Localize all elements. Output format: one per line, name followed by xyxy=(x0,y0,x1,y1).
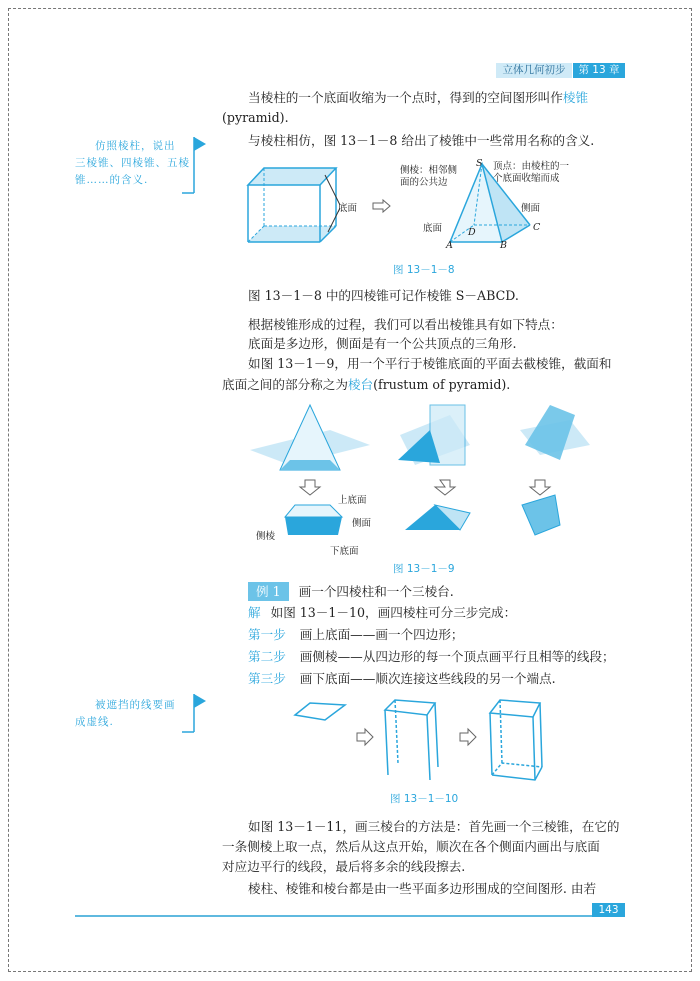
figure-caption: 图 13－1－8 xyxy=(393,264,455,276)
label-bottom-base: 下底面 xyxy=(330,546,359,557)
chapter-label: 第 13 章 xyxy=(573,63,625,78)
paragraph-7: 如图 13－1－11，画三棱台的方法是：首先画一个三棱锥，在它的 xyxy=(248,819,620,834)
step-3 xyxy=(248,669,556,688)
t: 如图 13－1－10，画四棱柱可分三步完成： xyxy=(270,605,517,620)
step-tag: 第二步 xyxy=(248,649,286,664)
label-base-2: 底面 xyxy=(423,223,443,234)
example-tag: 例 1 xyxy=(248,582,289,601)
step-tag: 第一步 xyxy=(248,627,286,642)
figure-caption: 图 13－1－10 xyxy=(390,793,459,805)
footer-divider xyxy=(75,915,625,917)
note-line: 被遮挡的线要画 xyxy=(95,699,176,711)
step-2 xyxy=(248,647,615,666)
t: 侧棱：相邻侧 xyxy=(400,165,458,176)
t: (frustum of pyramid). xyxy=(373,377,511,392)
frustum-figure xyxy=(250,405,630,555)
vertex-C: C xyxy=(533,222,541,233)
arrow-right-icon xyxy=(372,199,392,213)
paragraph-6: 如图 13－1－9，用一个平行于棱锥底面的平面去截棱锥，截面和 xyxy=(248,356,612,371)
t: 底面之间的部分称之为 xyxy=(222,377,348,392)
section-label: 立体几何初步 xyxy=(496,63,572,78)
term-frustum: 棱台 xyxy=(347,377,374,392)
paragraph-3: 图 13－1－8 中的四棱锥可记作棱锥 S－ABCD. xyxy=(248,288,519,303)
note-line: 仿照棱柱，说出 xyxy=(95,140,176,152)
flag-icon xyxy=(182,694,212,736)
paragraph-2: 与棱柱相仿，图 13－1－8 给出了棱锥中一些常用名称的含义. xyxy=(248,133,595,148)
step-tag: 第三步 xyxy=(248,671,286,686)
paragraph-4: 根据棱锥形成的过程，我们可以看出棱锥具有如下特点： xyxy=(248,317,563,332)
t: 个底面收缩而成 xyxy=(493,173,560,184)
t: 画下底面——顺次连接这些线段的另一个端点. xyxy=(299,671,556,686)
note-line: 成虚线. xyxy=(75,716,114,728)
paragraph-7-line2: 一条侧棱上取一点，然后从这点开始，顺次在各个侧面内画出与底面 xyxy=(222,839,600,854)
label-lateral-edge xyxy=(400,165,457,189)
text: 当棱柱的一个底面收缩为一个点时，得到的空间图形叫作 xyxy=(248,90,563,105)
example-1 xyxy=(248,582,454,601)
paragraph-5: 底面是多边形，侧面是有一个公共顶点的三角形. xyxy=(248,336,517,351)
vertex-B: B xyxy=(500,240,507,251)
paragraph-1-cont: (pyramid). xyxy=(222,110,289,125)
figure-caption: 图 13－1－9 xyxy=(393,563,455,575)
vertex-D: D xyxy=(468,227,476,238)
t: 画上底面——画一个四边形； xyxy=(299,627,464,642)
solution xyxy=(248,603,516,622)
label-lateral-edge: 侧棱 xyxy=(256,531,276,542)
note-line: 锥……的含义. xyxy=(75,174,149,186)
label-top-base: 上底面 xyxy=(338,495,367,506)
page-number: 143 xyxy=(592,903,625,917)
prism-figure xyxy=(240,160,340,250)
term-pyramid: 棱锥 xyxy=(562,90,589,105)
label-base: 底面 xyxy=(338,203,358,214)
t: 画侧棱——从四边形的每一个顶点画平行且相等的线段； xyxy=(299,649,615,664)
paragraph-7-line3: 对应边平行的线段，最后将多余的线段擦去. xyxy=(222,859,466,874)
label-lateral-face: 侧面 xyxy=(352,518,372,529)
paragraph-1 xyxy=(248,88,588,107)
t: 顶点：由棱柱的一 xyxy=(493,161,570,172)
prism-drawing-steps xyxy=(295,695,555,790)
paragraph-8: 棱柱、棱锥和棱台都是由一些平面多边形围成的空间图形. 由若 xyxy=(248,881,597,896)
vertex-S: S xyxy=(476,158,483,169)
label-apex xyxy=(493,161,569,185)
margin-note-2 xyxy=(75,697,190,731)
example-title: 画一个四棱柱和一个三棱台. xyxy=(298,584,454,599)
vertex-A: A xyxy=(446,240,453,251)
solution-tag: 解 xyxy=(248,605,261,620)
step-1 xyxy=(248,625,464,644)
paragraph-6-cont xyxy=(222,375,510,394)
note-line: 三棱锥、四棱锥、五棱 xyxy=(75,157,190,169)
margin-note-1 xyxy=(75,138,190,189)
flag-icon xyxy=(182,137,212,197)
label-lateral-face: 侧面 xyxy=(521,203,541,214)
t: 面的公共边 xyxy=(400,177,448,188)
